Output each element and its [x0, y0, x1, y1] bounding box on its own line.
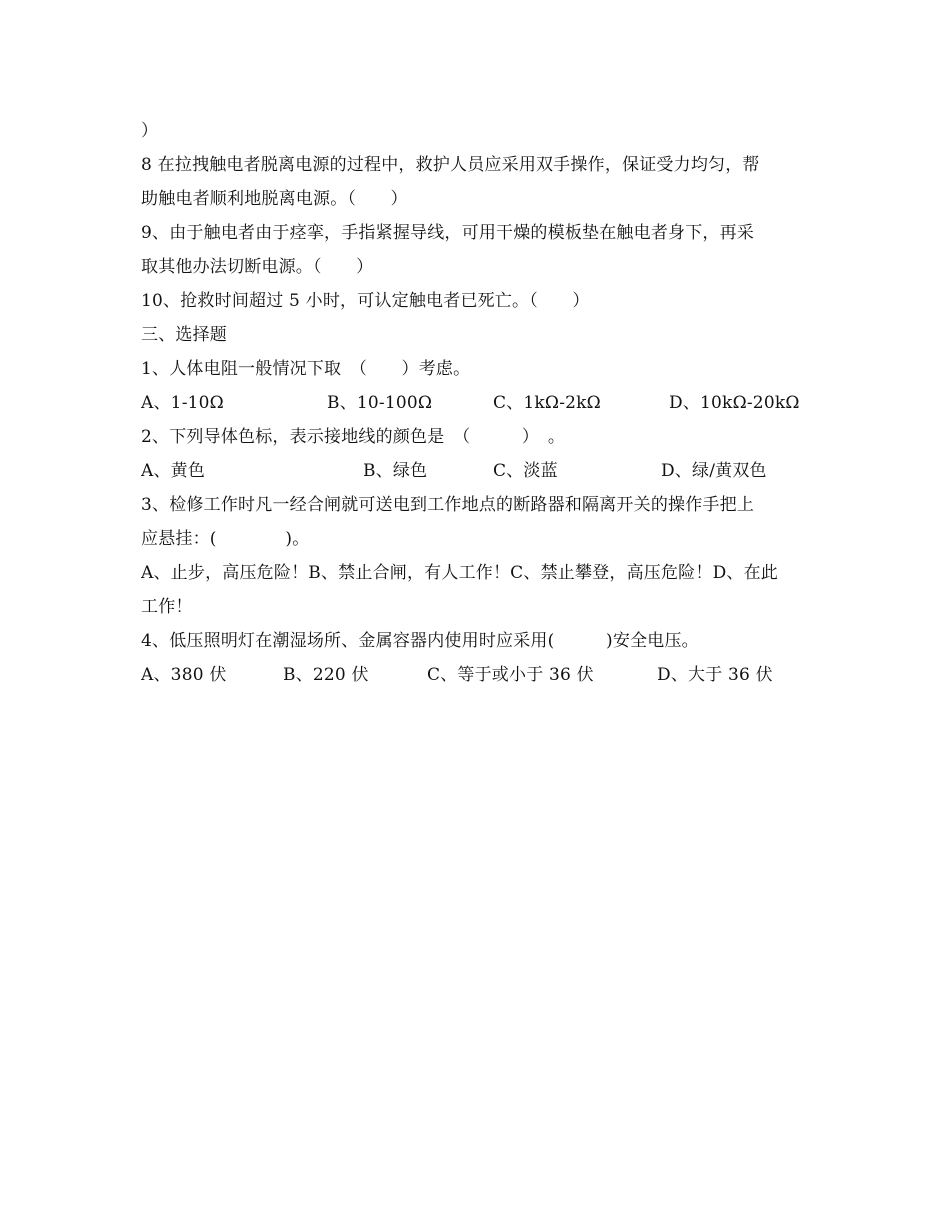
choice-question-4-options: [141, 658, 813, 692]
option-a: A、1-10Ω: [141, 393, 224, 413]
option-a: A、黄色: [141, 461, 206, 481]
option-c: C、等于或小于 36 伏: [427, 665, 594, 685]
option-c: C、1kΩ-2kΩ: [493, 393, 601, 413]
document-body: [141, 114, 813, 692]
choice-question-1: 1、人体电阻一般情况下取 （ ）考虑。: [141, 359, 471, 379]
option-d: D、大于 36 伏: [657, 665, 773, 685]
choice-question-3-line-1: 3、检修工作时凡一经合闸就可送电到工作地点的断路器和隔离开关的操作手把上: [141, 495, 755, 515]
question-8-line-2: 助触电者顺利地脱离电源。（ ）: [141, 189, 408, 209]
text-line: ）: [141, 121, 159, 141]
question-9-line-2: 取其他办法切断电源。（ ）: [141, 257, 374, 277]
choice-question-3-line-2: 应悬挂：( )。: [141, 529, 310, 549]
option-a: A、380 伏: [141, 665, 227, 685]
option-b: B、绿色: [363, 461, 428, 481]
option-d: D、10kΩ-20kΩ: [669, 393, 800, 413]
choice-question-1-options: [141, 386, 813, 420]
section-heading: 三、选择题: [141, 325, 227, 345]
question-9-line-1: 9、由于触电者由于痉挛，手指紧握导线，可用干燥的模板垫在触电者身下，再采: [141, 223, 755, 243]
question-10: 10、抢救时间超过 5 小时，可认定触电者已死亡。（ ）: [141, 291, 590, 311]
option-b: B、220 伏: [283, 665, 369, 685]
option-c: C、淡蓝: [493, 461, 558, 481]
choice-question-3-options-line-2: 工作！: [141, 597, 193, 617]
question-8-line-1: 8 在拉拽触电者脱离电源的过程中，救护人员应采用双手操作，保证受力均匀，帮: [141, 155, 760, 175]
option-b: B、10-100Ω: [327, 393, 433, 413]
choice-question-2: 2、下列导体色标，表示接地线的颜色是 （ ） 。: [141, 427, 566, 447]
choice-question-4: 4、低压照明灯在潮湿场所、金属容器内使用时应采用( )安全电压。: [141, 631, 699, 651]
option-d: D、绿/黄双色: [661, 461, 767, 481]
choice-question-3-options-line-1: A、止步，高压危险！B、禁止合闸，有人工作！C、禁止攀登，高压危险！D、在此: [141, 563, 779, 583]
choice-question-2-options: [141, 454, 813, 488]
